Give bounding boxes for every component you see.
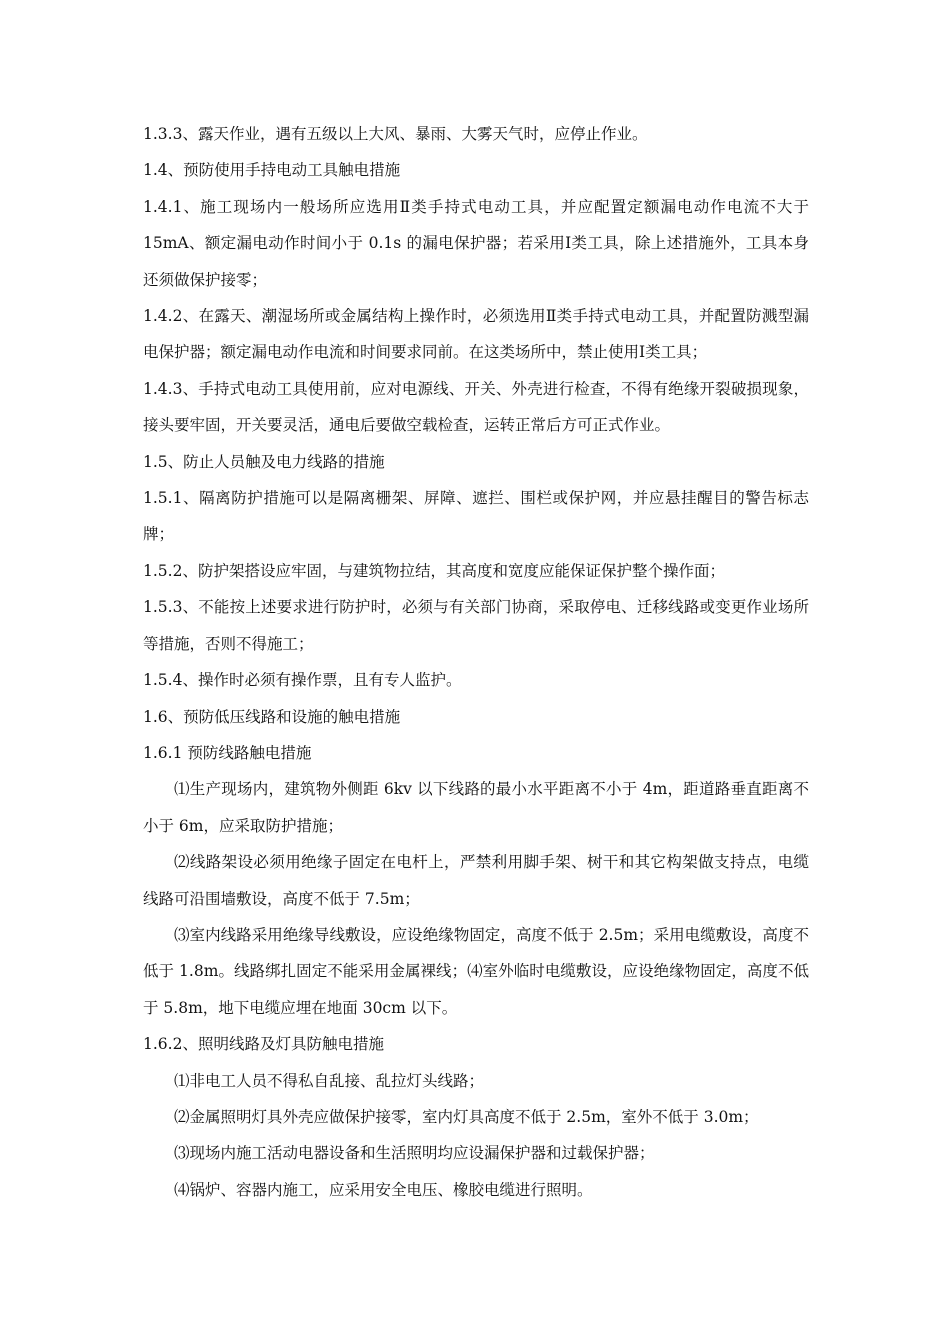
paragraph-1-4-2: 1.4.2、在露天、潮湿场所或金属结构上操作时，必须选用Ⅱ类手持式电动工具，并配置防溅型漏电保护器；额定漏电动作电流和时间要求同前。在这类场所中，禁止使用Ⅰ类工具；	[143, 307, 809, 362]
heading-1-6: 1.6、预防低压线路和设施的触电措施	[143, 707, 401, 726]
list-item-1-6-2-4: ⑷锅炉、容器内施工，应采用安全电压、橡胶电缆进行照明。	[174, 1180, 593, 1199]
heading-1-4: 1.4、预防使用手持电动工具触电措施	[143, 161, 401, 180]
list-item-1-6-1-1: ⑴生产现场内，建筑物外侧距 6kv 以下线路的最小水平距离不小于 4m，距道路垂直距离不小于 6m，应采取防护措施；	[143, 780, 809, 835]
list-item-1-6-2-3: ⑶现场内施工活动电器设备和生活照明均应设漏保护器和过载保护器；	[174, 1144, 655, 1163]
paragraph-1-5-3: 1.5.3、不能按上述要求进行防护时，必须与有关部门协商，采取停电、迁移线路或变更作业场所等措施，否则不得施工；	[143, 598, 809, 653]
paragraph-1-5-2: 1.5.2、防护架搭设应牢固，与建筑物拉结，其高度和宽度应能保证保护整个操作面；	[143, 561, 725, 580]
heading-1-6-1: 1.6.1 预防线路触电措施	[143, 743, 312, 762]
paragraph-1-5-4: 1.5.4、操作时必须有操作票，且有专人监护。	[143, 671, 462, 690]
list-item-1-6-2-2: ⑵金属照明灯具外壳应做保护接零，室内灯具高度不低于 2.5m，室外不低于 3.0m；	[174, 1107, 759, 1126]
heading-1-6-2: 1.6.2、照明线路及灯具防触电措施	[143, 1035, 384, 1054]
paragraph-1-3-3: 1.3.3、露天作业，遇有五级以上大风、暴雨、大雾天气时，应停止作业。	[143, 125, 648, 143]
document-body	[143, 116, 809, 1208]
heading-1-5: 1.5、防止人员触及电力线路的措施	[143, 452, 385, 471]
list-item-1-6-1-3: ⑶室内线路采用绝缘导线敷设，应设绝缘物固定，高度不低于 2.5m；采用电缆敷设，高度不低于 1.8m。线路绑扎固定不能采用金属裸线；⑷室外临时电缆敷设，应设绝缘物固定，高度不低于 5.8m，地下电缆应埋在地面 30cm 以下。	[143, 925, 809, 1017]
paragraph-1-4-1: 1.4.1、施工现场内一般场所应选用Ⅱ类手持式电动工具，并应配置定额漏电动作电流不大于15mA、额定漏电动作时间小于 0.1s 的漏电保护器；若采用Ⅰ类工具，除上述措施外，工具本身还须做保护接零；	[143, 197, 809, 289]
list-item-1-6-1-2: ⑵线路架设必须用绝缘子固定在电杆上，严禁利用脚手架、树干和其它构架做支持点，电缆线路可沿围墙敷设，高度不低于 7.5m；	[143, 853, 809, 908]
paragraph-1-4-3: 1.4.3、手持式电动工具使用前，应对电源线、开关、外壳进行检查，不得有绝缘开裂破损现象，接头要牢固，开关要灵活，通电后要做空载检查，运转正常后方可正式作业。	[143, 379, 809, 435]
list-item-1-6-2-1: ⑴非电工人员不得私自乱接、乱拉灯头线路；	[174, 1071, 485, 1090]
paragraph-1-5-1: 1.5.1、隔离防护措施可以是隔离栅架、屏障、遮拦、围栏或保护网，并应悬挂醒目的警告标志牌；	[143, 489, 809, 544]
